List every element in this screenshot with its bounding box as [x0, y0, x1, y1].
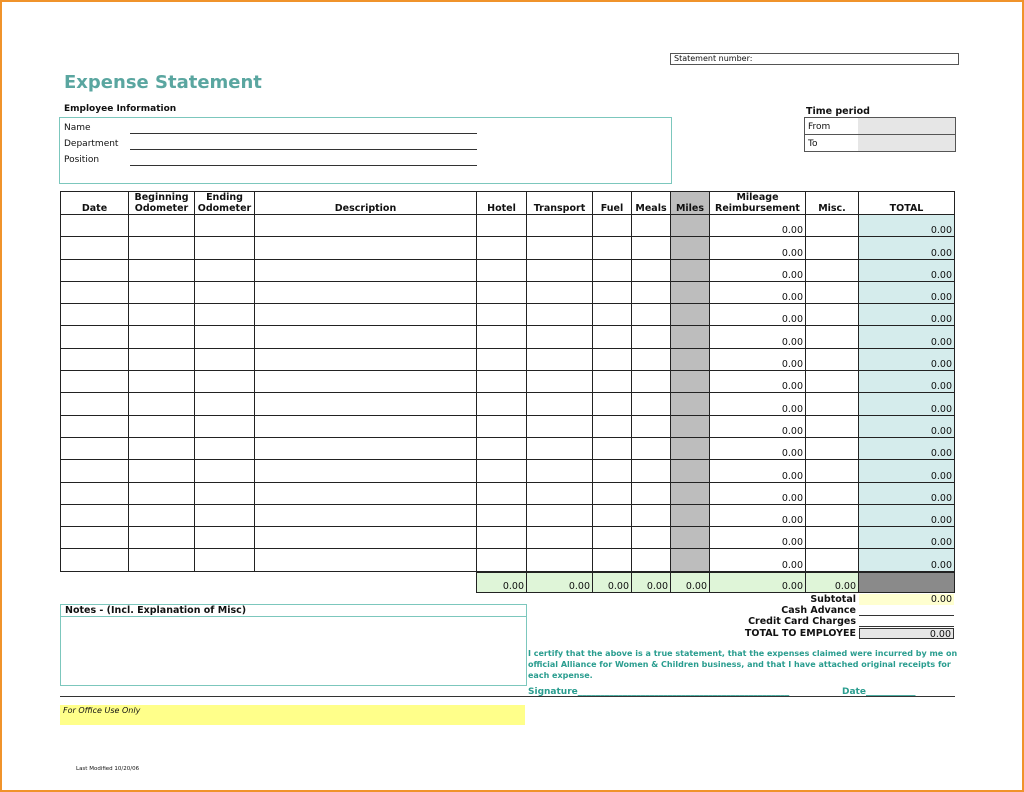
table-cell[interactable] [527, 549, 593, 571]
table-cell[interactable] [527, 527, 593, 549]
from-field[interactable] [858, 118, 955, 134]
total-cell: 0.00 [859, 281, 955, 303]
table-cell[interactable] [129, 549, 195, 571]
table-cell[interactable] [527, 281, 593, 303]
table-cell[interactable] [632, 527, 671, 549]
col-fuel: Fuel [593, 192, 632, 215]
table-cell[interactable] [527, 415, 593, 437]
signature-rule [60, 696, 955, 697]
mileage-cell: 0.00 [710, 415, 806, 437]
notes-heading: Notes - (Incl. Explanation of Misc) [61, 605, 526, 617]
cash-advance-label: Cash Advance [781, 605, 856, 616]
table-cell[interactable] [195, 348, 255, 370]
table-cell[interactable] [195, 259, 255, 281]
to-label: To [808, 139, 818, 149]
miles-total: 0.00 [670, 572, 710, 593]
department-field[interactable] [130, 149, 477, 150]
table-cell[interactable] [477, 393, 527, 415]
table-row [61, 371, 955, 393]
expense-table [60, 191, 955, 572]
table-cell[interactable] [61, 259, 129, 281]
table-row [61, 504, 955, 526]
table-cell[interactable] [255, 504, 477, 526]
table-cell[interactable] [61, 237, 129, 259]
table-cell[interactable] [806, 237, 859, 259]
page-title: Expense Statement [64, 72, 262, 93]
mileage-cell: 0.00 [710, 460, 806, 482]
miles-cell[interactable] [671, 437, 710, 459]
table-cell[interactable] [593, 304, 632, 326]
table-cell[interactable] [61, 549, 129, 571]
mileage-cell: 0.00 [710, 304, 806, 326]
table-row [61, 549, 955, 571]
hotel-total: 0.00 [476, 572, 527, 593]
table-cell[interactable] [806, 549, 859, 571]
total-cell: 0.00 [859, 326, 955, 348]
table-row [61, 527, 955, 549]
table-cell[interactable] [527, 237, 593, 259]
table-cell[interactable] [806, 348, 859, 370]
from-label: From [808, 122, 831, 132]
miles-cell[interactable] [671, 549, 710, 571]
mileage-cell: 0.00 [710, 237, 806, 259]
table-cell[interactable] [477, 259, 527, 281]
table-cell[interactable] [593, 527, 632, 549]
table-cell[interactable] [129, 460, 195, 482]
total-cell: 0.00 [859, 482, 955, 504]
table-cell[interactable] [477, 281, 527, 303]
mileage-total: 0.00 [709, 572, 806, 593]
table-cell[interactable] [806, 281, 859, 303]
table-row [61, 348, 955, 370]
total-cell: 0.00 [859, 437, 955, 459]
table-cell[interactable] [61, 304, 129, 326]
table-cell[interactable] [61, 281, 129, 303]
table-cell[interactable] [527, 259, 593, 281]
table-cell[interactable] [477, 482, 527, 504]
position-field[interactable] [130, 165, 477, 166]
last-modified: Last Modified 10/20/06 [76, 766, 140, 772]
notes-box[interactable] [60, 604, 527, 686]
table-cell[interactable] [527, 371, 593, 393]
table-cell[interactable] [61, 371, 129, 393]
subtotal-value: 0.00 [859, 594, 954, 605]
table-row [61, 326, 955, 348]
table-row [61, 437, 955, 459]
mileage-cell: 0.00 [710, 215, 806, 237]
table-cell[interactable] [632, 215, 671, 237]
table-cell[interactable] [129, 304, 195, 326]
table-cell[interactable] [255, 259, 477, 281]
table-cell[interactable] [527, 215, 593, 237]
table-cell[interactable] [477, 304, 527, 326]
total-cell: 0.00 [859, 549, 955, 571]
table-cell[interactable] [255, 437, 477, 459]
table-cell[interactable] [593, 460, 632, 482]
table-cell[interactable] [806, 393, 859, 415]
table-cell[interactable] [195, 460, 255, 482]
signature-date-label[interactable]: Date___________ [842, 687, 916, 697]
table-cell[interactable] [129, 527, 195, 549]
misc-total: 0.00 [805, 572, 859, 593]
table-cell[interactable] [806, 527, 859, 549]
table-cell[interactable] [255, 371, 477, 393]
miles-cell[interactable] [671, 460, 710, 482]
table-cell[interactable] [527, 326, 593, 348]
table-cell[interactable] [632, 460, 671, 482]
table-cell[interactable] [806, 482, 859, 504]
name-label: Name [64, 123, 91, 133]
certification-text: I certify that the above is a true statement, that the expenses claimed were incurred by me on official Alliance for Women & Children business, and that I have attached original receipts for each expense. [528, 649, 958, 680]
total-to-employee-label: TOTAL TO EMPLOYEE [744, 628, 856, 639]
table-cell[interactable] [527, 304, 593, 326]
table-cell[interactable] [61, 326, 129, 348]
table-cell[interactable] [255, 281, 477, 303]
col-description: Description [255, 192, 477, 215]
department-label: Department [64, 139, 119, 149]
table-cell[interactable] [61, 460, 129, 482]
table-cell[interactable] [477, 415, 527, 437]
total-cell: 0.00 [859, 460, 955, 482]
total-cell: 0.00 [859, 527, 955, 549]
total-cell: 0.00 [859, 415, 955, 437]
miles-cell[interactable] [671, 504, 710, 526]
table-cell[interactable] [129, 504, 195, 526]
subtotal-label: Subtotal [810, 594, 856, 605]
table-cell[interactable] [632, 371, 671, 393]
time-period-box [804, 117, 956, 152]
mileage-cell: 0.00 [710, 504, 806, 526]
total-to-employee-value: 0.00 [859, 628, 954, 639]
employee-info-box [59, 117, 672, 184]
table-cell[interactable] [632, 393, 671, 415]
table-cell[interactable] [61, 215, 129, 237]
col-transport: Transport [527, 192, 593, 215]
table-cell[interactable] [61, 437, 129, 459]
table-cell[interactable] [806, 460, 859, 482]
table-cell[interactable] [195, 415, 255, 437]
table-cell[interactable] [806, 504, 859, 526]
mileage-cell: 0.00 [710, 348, 806, 370]
table-cell[interactable] [477, 437, 527, 459]
table-cell[interactable] [477, 215, 527, 237]
miles-cell[interactable] [671, 348, 710, 370]
col-total: TOTAL [859, 192, 955, 215]
time-period-heading: Time period [806, 106, 870, 117]
total-cell: 0.00 [859, 304, 955, 326]
mileage-cell: 0.00 [710, 259, 806, 281]
table-cell[interactable] [255, 348, 477, 370]
time-period-from-row [805, 118, 955, 135]
table-cell[interactable] [129, 437, 195, 459]
statement-number-label: Statement number: [674, 54, 753, 63]
table-cell[interactable] [632, 237, 671, 259]
signature-label[interactable]: Signature_______________________________________________ [528, 687, 790, 697]
meals-total: 0.00 [631, 572, 671, 593]
mileage-cell: 0.00 [710, 527, 806, 549]
table-cell[interactable] [632, 259, 671, 281]
table-cell[interactable] [632, 304, 671, 326]
table-cell[interactable] [593, 348, 632, 370]
col-beginning-odometer: Beginning Odometer [129, 192, 195, 215]
table-cell[interactable] [61, 348, 129, 370]
mileage-cell: 0.00 [710, 281, 806, 303]
table-cell[interactable] [593, 504, 632, 526]
table-cell[interactable] [593, 549, 632, 571]
table-cell[interactable] [477, 348, 527, 370]
table-row [61, 304, 955, 326]
table-cell[interactable] [806, 371, 859, 393]
table-cell[interactable] [593, 326, 632, 348]
table-cell[interactable] [632, 326, 671, 348]
table-cell[interactable] [255, 304, 477, 326]
time-period-to-row [805, 135, 955, 151]
table-cell[interactable] [806, 437, 859, 459]
miles-cell[interactable] [671, 527, 710, 549]
miles-cell[interactable] [671, 482, 710, 504]
table-cell[interactable] [527, 482, 593, 504]
table-cell[interactable] [61, 482, 129, 504]
total-cell: 0.00 [859, 237, 955, 259]
col-hotel: Hotel [477, 192, 527, 215]
col-miles: Miles [671, 192, 710, 215]
table-cell[interactable] [477, 237, 527, 259]
to-field[interactable] [858, 135, 955, 151]
statement-number-field[interactable] [670, 53, 959, 65]
table-cell[interactable] [632, 415, 671, 437]
table-cell[interactable] [195, 304, 255, 326]
table-cell[interactable] [806, 215, 859, 237]
table-cell[interactable] [129, 215, 195, 237]
table-row [61, 415, 955, 437]
table-cell[interactable] [477, 371, 527, 393]
table-cell[interactable] [195, 371, 255, 393]
miles-cell[interactable] [671, 415, 710, 437]
table-cell[interactable] [593, 237, 632, 259]
table-cell[interactable] [195, 504, 255, 526]
miles-cell[interactable] [671, 393, 710, 415]
table-cell[interactable] [255, 215, 477, 237]
miles-cell[interactable] [671, 237, 710, 259]
table-cell[interactable] [632, 437, 671, 459]
miles-cell[interactable] [671, 215, 710, 237]
total-cell: 0.00 [859, 348, 955, 370]
table-cell[interactable] [806, 304, 859, 326]
grand-total-cell [858, 572, 955, 593]
table-cell[interactable] [527, 393, 593, 415]
table-cell[interactable] [593, 482, 632, 504]
table-cell[interactable] [195, 237, 255, 259]
table-cell[interactable] [195, 549, 255, 571]
table-cell[interactable] [129, 371, 195, 393]
table-cell[interactable] [255, 460, 477, 482]
table-cell[interactable] [632, 504, 671, 526]
table-cell[interactable] [806, 415, 859, 437]
table-cell[interactable] [129, 348, 195, 370]
mileage-cell: 0.00 [710, 371, 806, 393]
table-cell[interactable] [61, 527, 129, 549]
table-cell[interactable] [255, 549, 477, 571]
table-row [61, 393, 955, 415]
table-cell[interactable] [255, 237, 477, 259]
table-cell[interactable] [129, 237, 195, 259]
table-cell[interactable] [477, 504, 527, 526]
table-cell[interactable] [61, 393, 129, 415]
table-cell[interactable] [632, 281, 671, 303]
table-cell[interactable] [593, 259, 632, 281]
table-cell[interactable] [195, 527, 255, 549]
mileage-cell: 0.00 [710, 326, 806, 348]
col-ending-odometer: Ending Odometer [195, 192, 255, 215]
table-cell[interactable] [527, 437, 593, 459]
table-cell[interactable] [195, 281, 255, 303]
table-cell[interactable] [806, 326, 859, 348]
table-cell[interactable] [255, 326, 477, 348]
miles-cell[interactable] [671, 281, 710, 303]
mileage-cell: 0.00 [710, 437, 806, 459]
table-cell[interactable] [593, 281, 632, 303]
total-cell: 0.00 [859, 393, 955, 415]
table-cell[interactable] [129, 281, 195, 303]
mileage-cell: 0.00 [710, 482, 806, 504]
table-row [61, 281, 955, 303]
total-cell: 0.00 [859, 259, 955, 281]
table-cell[interactable] [632, 549, 671, 571]
table-cell[interactable] [593, 437, 632, 459]
table-cell[interactable] [195, 326, 255, 348]
col-mileage-reimbursement: Mileage Reimbursement [710, 192, 806, 215]
name-field[interactable] [130, 133, 477, 134]
cash-advance-field[interactable] [859, 605, 954, 616]
miles-cell[interactable] [671, 371, 710, 393]
table-row [61, 237, 955, 259]
table-cell[interactable] [477, 527, 527, 549]
total-cell: 0.00 [859, 215, 955, 237]
col-meals: Meals [632, 192, 671, 215]
table-row [61, 259, 955, 281]
table-header-row [61, 192, 955, 215]
total-cell: 0.00 [859, 504, 955, 526]
table-cell[interactable] [255, 415, 477, 437]
miles-cell[interactable] [671, 259, 710, 281]
table-cell[interactable] [806, 259, 859, 281]
table-cell[interactable] [632, 482, 671, 504]
table-cell[interactable] [593, 371, 632, 393]
table-cell[interactable] [527, 460, 593, 482]
table-cell[interactable] [255, 393, 477, 415]
table-cell[interactable] [255, 527, 477, 549]
table-cell[interactable] [477, 460, 527, 482]
table-cell[interactable] [129, 415, 195, 437]
table-cell[interactable] [195, 215, 255, 237]
table-cell[interactable] [527, 348, 593, 370]
table-cell[interactable] [632, 348, 671, 370]
table-cell[interactable] [195, 437, 255, 459]
table-cell[interactable] [593, 393, 632, 415]
transport-total: 0.00 [526, 572, 593, 593]
table-row [61, 215, 955, 237]
table-cell[interactable] [593, 215, 632, 237]
total-cell: 0.00 [859, 371, 955, 393]
table-cell[interactable] [61, 504, 129, 526]
table-cell[interactable] [61, 415, 129, 437]
credit-card-label: Credit Card Charges [748, 616, 856, 627]
employee-info-heading: Employee Information [64, 104, 177, 114]
position-label: Position [64, 155, 100, 165]
miles-cell[interactable] [671, 326, 710, 348]
col-date: Date [61, 192, 129, 215]
miles-cell[interactable] [671, 304, 710, 326]
table-row [61, 482, 955, 504]
table-cell[interactable] [129, 259, 195, 281]
table-row [61, 460, 955, 482]
table-cell[interactable] [255, 482, 477, 504]
fuel-total: 0.00 [592, 572, 632, 593]
office-use-box: For Office Use Only [60, 705, 525, 725]
col-misc: Misc. [806, 192, 859, 215]
mileage-cell: 0.00 [710, 549, 806, 571]
table-cell[interactable] [129, 393, 195, 415]
credit-card-field[interactable] [859, 616, 954, 627]
table-cell[interactable] [195, 393, 255, 415]
table-cell[interactable] [477, 326, 527, 348]
table-cell[interactable] [477, 549, 527, 571]
table-cell[interactable] [195, 482, 255, 504]
table-cell[interactable] [593, 415, 632, 437]
table-cell[interactable] [527, 504, 593, 526]
table-cell[interactable] [129, 326, 195, 348]
mileage-cell: 0.00 [710, 393, 806, 415]
table-cell[interactable] [129, 482, 195, 504]
